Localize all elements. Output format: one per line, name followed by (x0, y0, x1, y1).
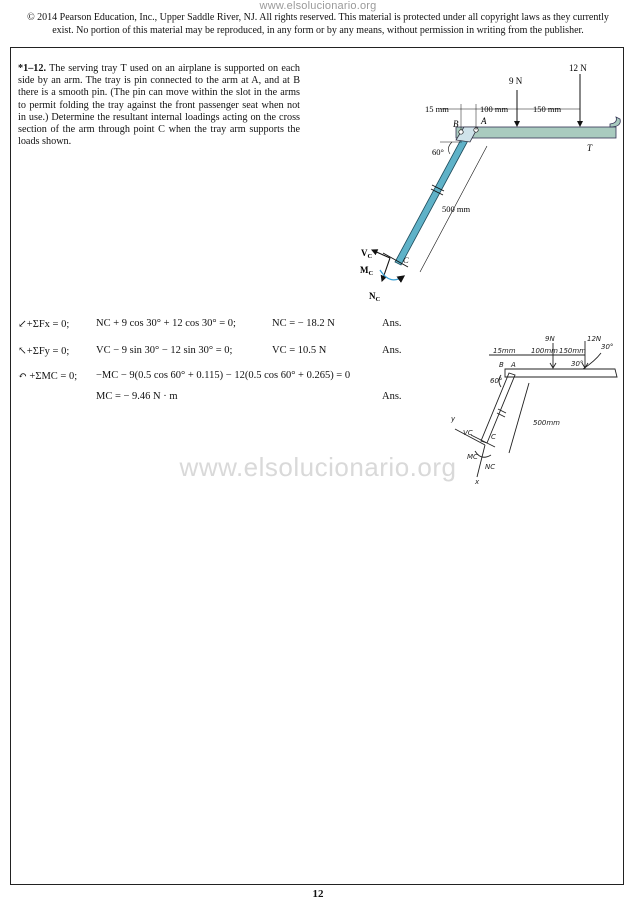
tray-lip (610, 117, 620, 127)
equation-row: ↶ +ΣMC = 0; (18, 371, 78, 382)
problem-number: *1–12. (18, 63, 47, 74)
sketch-y: y (451, 415, 456, 423)
angle-60: 60° (432, 147, 444, 157)
dim-100mm: 100 mm (480, 104, 509, 114)
sketch-30-deg-b: 30° (571, 360, 584, 368)
length-500mm: 500 mm (442, 204, 471, 214)
sketch-150mm: 150mm (559, 347, 586, 355)
problem-text: The serving tray T used on an airplane is supported on each side by an arm. The tray is pin connected to the arm at A, and at B there is a smooth pin. (The pin can move within the slot in the arms to permit folding the tray against the front passenger seat when not in use.) Determine the resultant internal loadings acting on the cross section of the arm through point C when the tray arm supports the loads shown. (18, 63, 301, 148)
equation-result: VC = 10.5 N (272, 345, 327, 356)
label-T: T (587, 143, 593, 153)
label-mc: $M_C$ (360, 265, 374, 277)
copyright-notice: © 2014 Pearson Education, Inc., Upper Saddle River, NJ. All rights reserved. This material is protected under all copyright laws as they currently exist. No portion of this material may be reproduced, in any form or by any means, without permission in writing from the publisher. (27, 12, 609, 36)
equation-row: ↙+ΣFx = 0; (18, 319, 70, 330)
sketch-100mm: 100mm (531, 347, 558, 355)
watermark-top: www.elsolucionario.org (259, 0, 377, 12)
equation-body: VC − 9 sin 30° − 12 sin 30° = 0; (96, 345, 233, 356)
label-vc: $V_C$ (361, 248, 373, 260)
sketch-12n: 12N (587, 335, 602, 343)
sketch-15mm: 15mm (493, 347, 516, 355)
sketch-60-deg: 60° (490, 377, 503, 385)
label-C: C (403, 255, 409, 265)
sketch-x: x (475, 478, 480, 485)
dim-150mm: 150 mm (533, 104, 562, 114)
label-A: A (481, 116, 487, 126)
sketch-30-deg: 30° (601, 343, 614, 351)
sketch-label-a: A (511, 361, 516, 369)
equation-row: ↖+ΣFy = 0; (18, 346, 70, 357)
vc-arrow (372, 250, 390, 258)
load-9n-label: 9 N (509, 76, 523, 86)
sketch-label-b: B (499, 361, 504, 369)
label-B: B (453, 119, 459, 129)
tray (456, 127, 616, 138)
tray-arm-figure (350, 60, 630, 310)
label-nc: $N_C$ (369, 291, 381, 303)
answer-label: Ans. (382, 318, 402, 329)
answer-label: Ans. (382, 345, 402, 356)
dim-15mm: 15 mm (425, 104, 449, 114)
angle-arc (448, 142, 452, 154)
sketch-vc: VC (463, 429, 473, 437)
problem-statement (18, 63, 300, 148)
sketch-mc: MC (467, 453, 478, 461)
sketch-9n: 9N (545, 335, 555, 343)
equation-body: −MC − 9(0.5 cos 60° + 0.115) − 12(0.5 cos 60° + 0.265) = 0 (96, 370, 351, 381)
watermark-center: www.elsolucionario.org (179, 452, 457, 482)
sketch-length-line (509, 383, 529, 453)
answer-label: Ans. (382, 391, 402, 402)
sketch-500mm: 500mm (533, 419, 560, 427)
equation-body: NC + 9 cos 30° + 12 cos 30° = 0; (96, 318, 236, 329)
equation-body: MC = − 9.46 N · m (96, 391, 178, 402)
sketch-nc: NC (485, 463, 496, 471)
page-number: 12 (312, 888, 324, 900)
load-12n-label: 12 N (569, 63, 587, 73)
mc-arc (380, 270, 404, 280)
equation-result: NC = − 18.2 N (272, 318, 335, 329)
pin-B (459, 130, 463, 134)
sketch-tray (505, 369, 617, 377)
sketch-label-c: C (491, 433, 496, 441)
